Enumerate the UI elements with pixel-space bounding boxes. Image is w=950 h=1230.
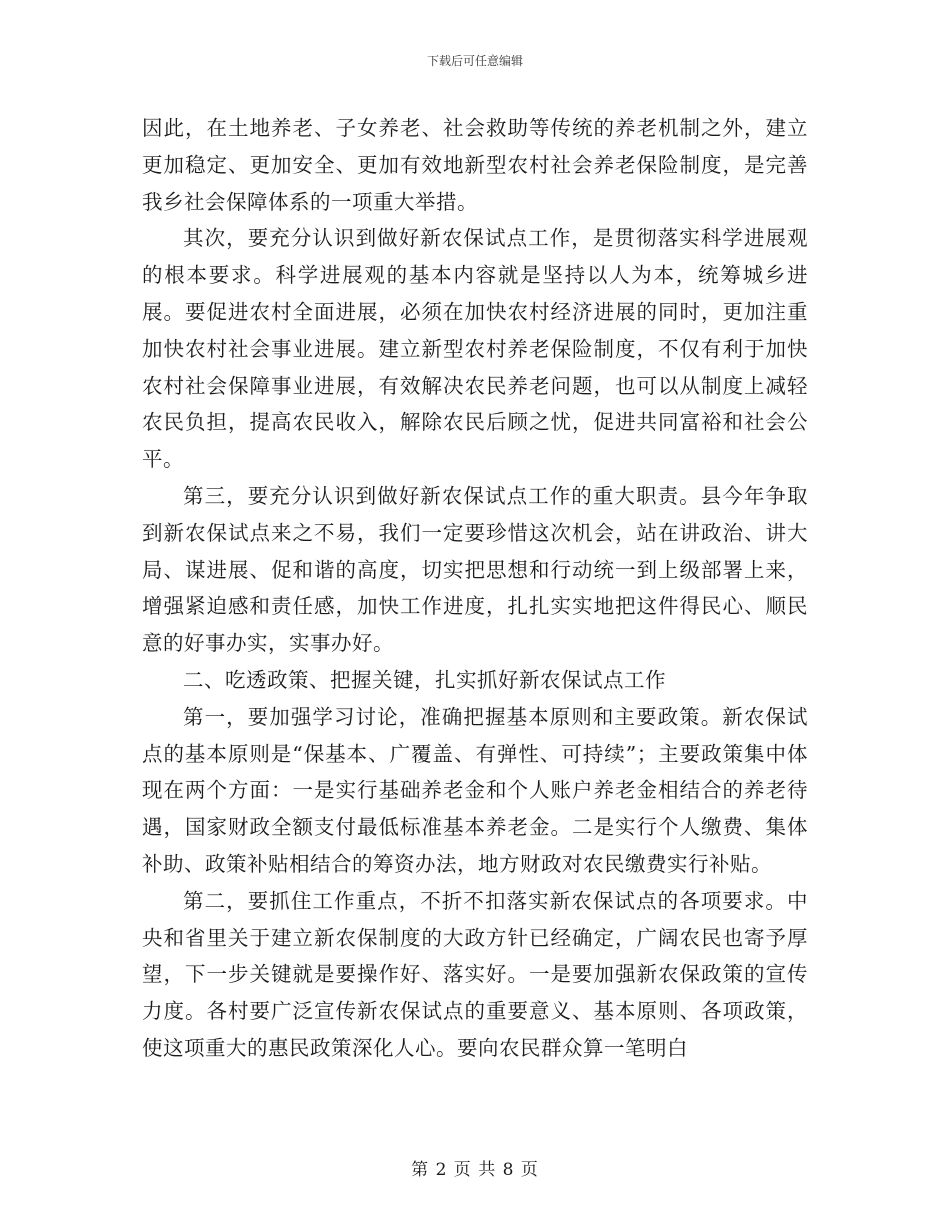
- paragraph-4: 第一，要加强学习讨论，准确把握基本原则和主要政策。新农保试点的基本原则是“保基本、广覆盖、有弹性、可持续”；主要政策集中体现在两个方面：一是实行基础养老金和个人账户养老金相结合的养老待遇，国家财政全额支付最低标准基本养老金。二是实行个人缴费、集体补助、政策补贴相结合的筹资办法，地方财政对农民缴费实行补贴。: [142, 704, 808, 876]
- paragraph-2: 其次，要充分认识到做好新农保试点工作，是贯彻落实科学进展观的根本要求。科学进展观的基本内容就是坚持以人为本，统筹城乡进展。要促进农村全面进展，必须在加快农村经济进展的同时，更加注重加快农村社会事业进展。建立新型农村养老保险制度，不仅有利于加快农村社会保障事业进展，有效解决农民养老问题，也可以从制度上减轻农民负担，提高农民收入，解除农民后顾之忧，促进共同富裕和社会公平。: [142, 226, 808, 472]
- page-header-note: 下载后可任意编辑: [426, 54, 523, 68]
- paragraph-5: 第二，要抓住工作重点，不折不扣落实新农保试点的各项要求。中央和省里关于建立新农保制度的大政方针已经确定，广阔农民也寄予厚望，下一步关键就是要操作好、落实好。一是要加强新农保政策的宣传力度。各村要广泛宣传新农保试点的重要意义、基本原则、各项政策，使这项重大的惠民政策深化人心。要向农民群众算一笔明白: [142, 888, 808, 1060]
- document-body: [142, 110, 808, 1067]
- page-number: 第 2 页 共 8 页: [411, 1160, 539, 1180]
- paragraph-1: 因此，在土地养老、子女养老、社会救助等传统的养老机制之外，建立更加稳定、更加安全、更加有效地新型农村社会养老保险制度，是完善我乡社会保障体系的一项重大举措。: [142, 116, 808, 214]
- paragraph-3: 第三，要充分认识到做好新农保试点工作的重大职责。县今年争取到新农保试点来之不易，我们一定要珍惜这次机会，站在讲政治、讲大局、谋进展、促和谐的高度，切实把思想和行动统一到上级部署上来，增强紧迫感和责任感，加快工作进度，扎扎实实地把这件得民心、顺民意的好事办实，实事办好。: [142, 483, 808, 656]
- section-heading: 二、吃透政策、把握关键，扎实抓好新农保试点工作: [183, 667, 666, 692]
